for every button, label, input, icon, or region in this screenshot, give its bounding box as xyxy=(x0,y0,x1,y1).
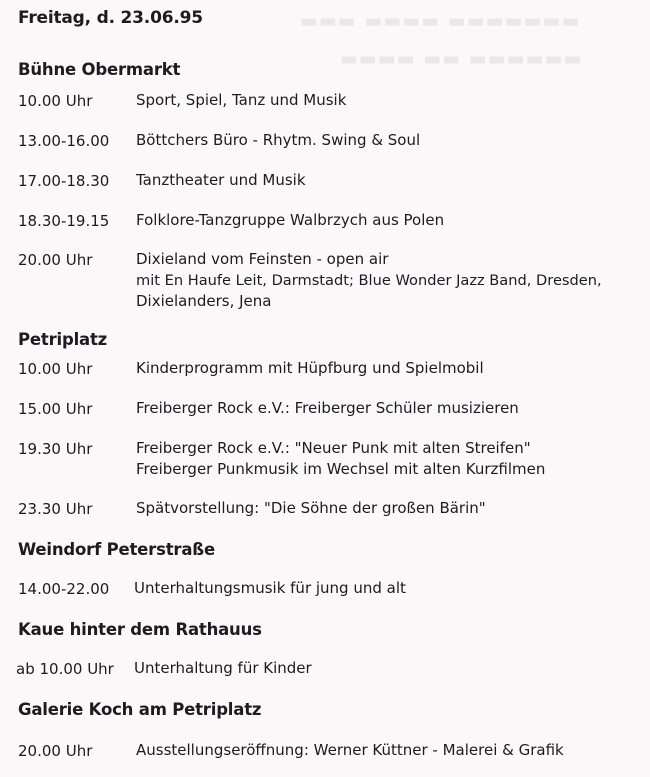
show-through-bleed: ▬▬▬ ▬▬▬▬ ▬▬▬▬▬▬▬ xyxy=(300,10,581,32)
event-text: Unterhaltungsmusik für jung und alt xyxy=(134,579,406,597)
event-text: Ausstellungseröffnung: Werner Küttner - Malerei & Grafik xyxy=(136,741,564,759)
section-title: Weindorf Peterstraße xyxy=(18,540,215,559)
section-title: Petriplatz xyxy=(18,330,108,349)
event-text: Freiberger Punkmusik im Wechsel mit alten Kurzfilmen xyxy=(136,460,546,478)
event-text: Unterhaltung für Kinder xyxy=(134,659,312,677)
date-heading: Freitag, d. 23.06.95 xyxy=(18,8,203,28)
event-text: Kinderprogramm mit Hüpfburg und Spielmobil xyxy=(136,359,484,377)
event-text: Freiberger Rock e.V.: Freiberger Schüler musizieren xyxy=(136,399,519,417)
event-text: Tanztheater und Musik xyxy=(136,171,306,189)
event-time: 18.30-19.15 xyxy=(18,212,110,230)
event-text: Folklore-Tanzgruppe Walbrzych aus Polen xyxy=(136,211,445,229)
event-time: 10.00 Uhr xyxy=(18,360,93,378)
show-through-bleed: ▬▬▬▬ ▬▬ ▬▬▬▬▬▬ xyxy=(340,48,583,70)
event-text: Böttchers Büro - Rhytm. Swing & Soul xyxy=(136,131,421,149)
event-time: 15.00 Uhr xyxy=(18,400,93,418)
event-text: Freiberger Rock e.V.: "Neuer Punk mit alten Streifen" xyxy=(136,439,531,457)
event-time: 10.00 Uhr xyxy=(18,92,93,110)
event-time: 19.30 Uhr xyxy=(18,440,93,458)
section-title: Kaue hinter dem Rathauus xyxy=(18,620,262,639)
event-text: mit En Haufe Leit, Darmstadt; Blue Wonder Jazz Band, Dresden, xyxy=(136,272,602,289)
event-text: Dixieland vom Feinsten - open air xyxy=(136,250,389,268)
event-time: 23.30 Uhr xyxy=(18,500,93,518)
event-text: Spätvorstellung: "Die Söhne der großen Bärin" xyxy=(136,499,486,517)
section-title: Bühne Obermarkt xyxy=(18,60,181,79)
event-time: 20.00 Uhr xyxy=(18,251,93,269)
event-time: ab 10.00 Uhr xyxy=(16,660,114,678)
event-text: Dixielanders, Jena xyxy=(136,292,272,310)
event-text: Sport, Spiel, Tanz und Musik xyxy=(136,91,347,109)
event-time: 14.00-22.00 xyxy=(18,580,110,598)
section-title: Galerie Koch am Petriplatz xyxy=(18,700,262,719)
event-time: 13.00-16.00 xyxy=(18,132,110,150)
event-time: 17.00-18.30 xyxy=(18,172,110,190)
event-time: 20.00 Uhr xyxy=(18,742,93,760)
